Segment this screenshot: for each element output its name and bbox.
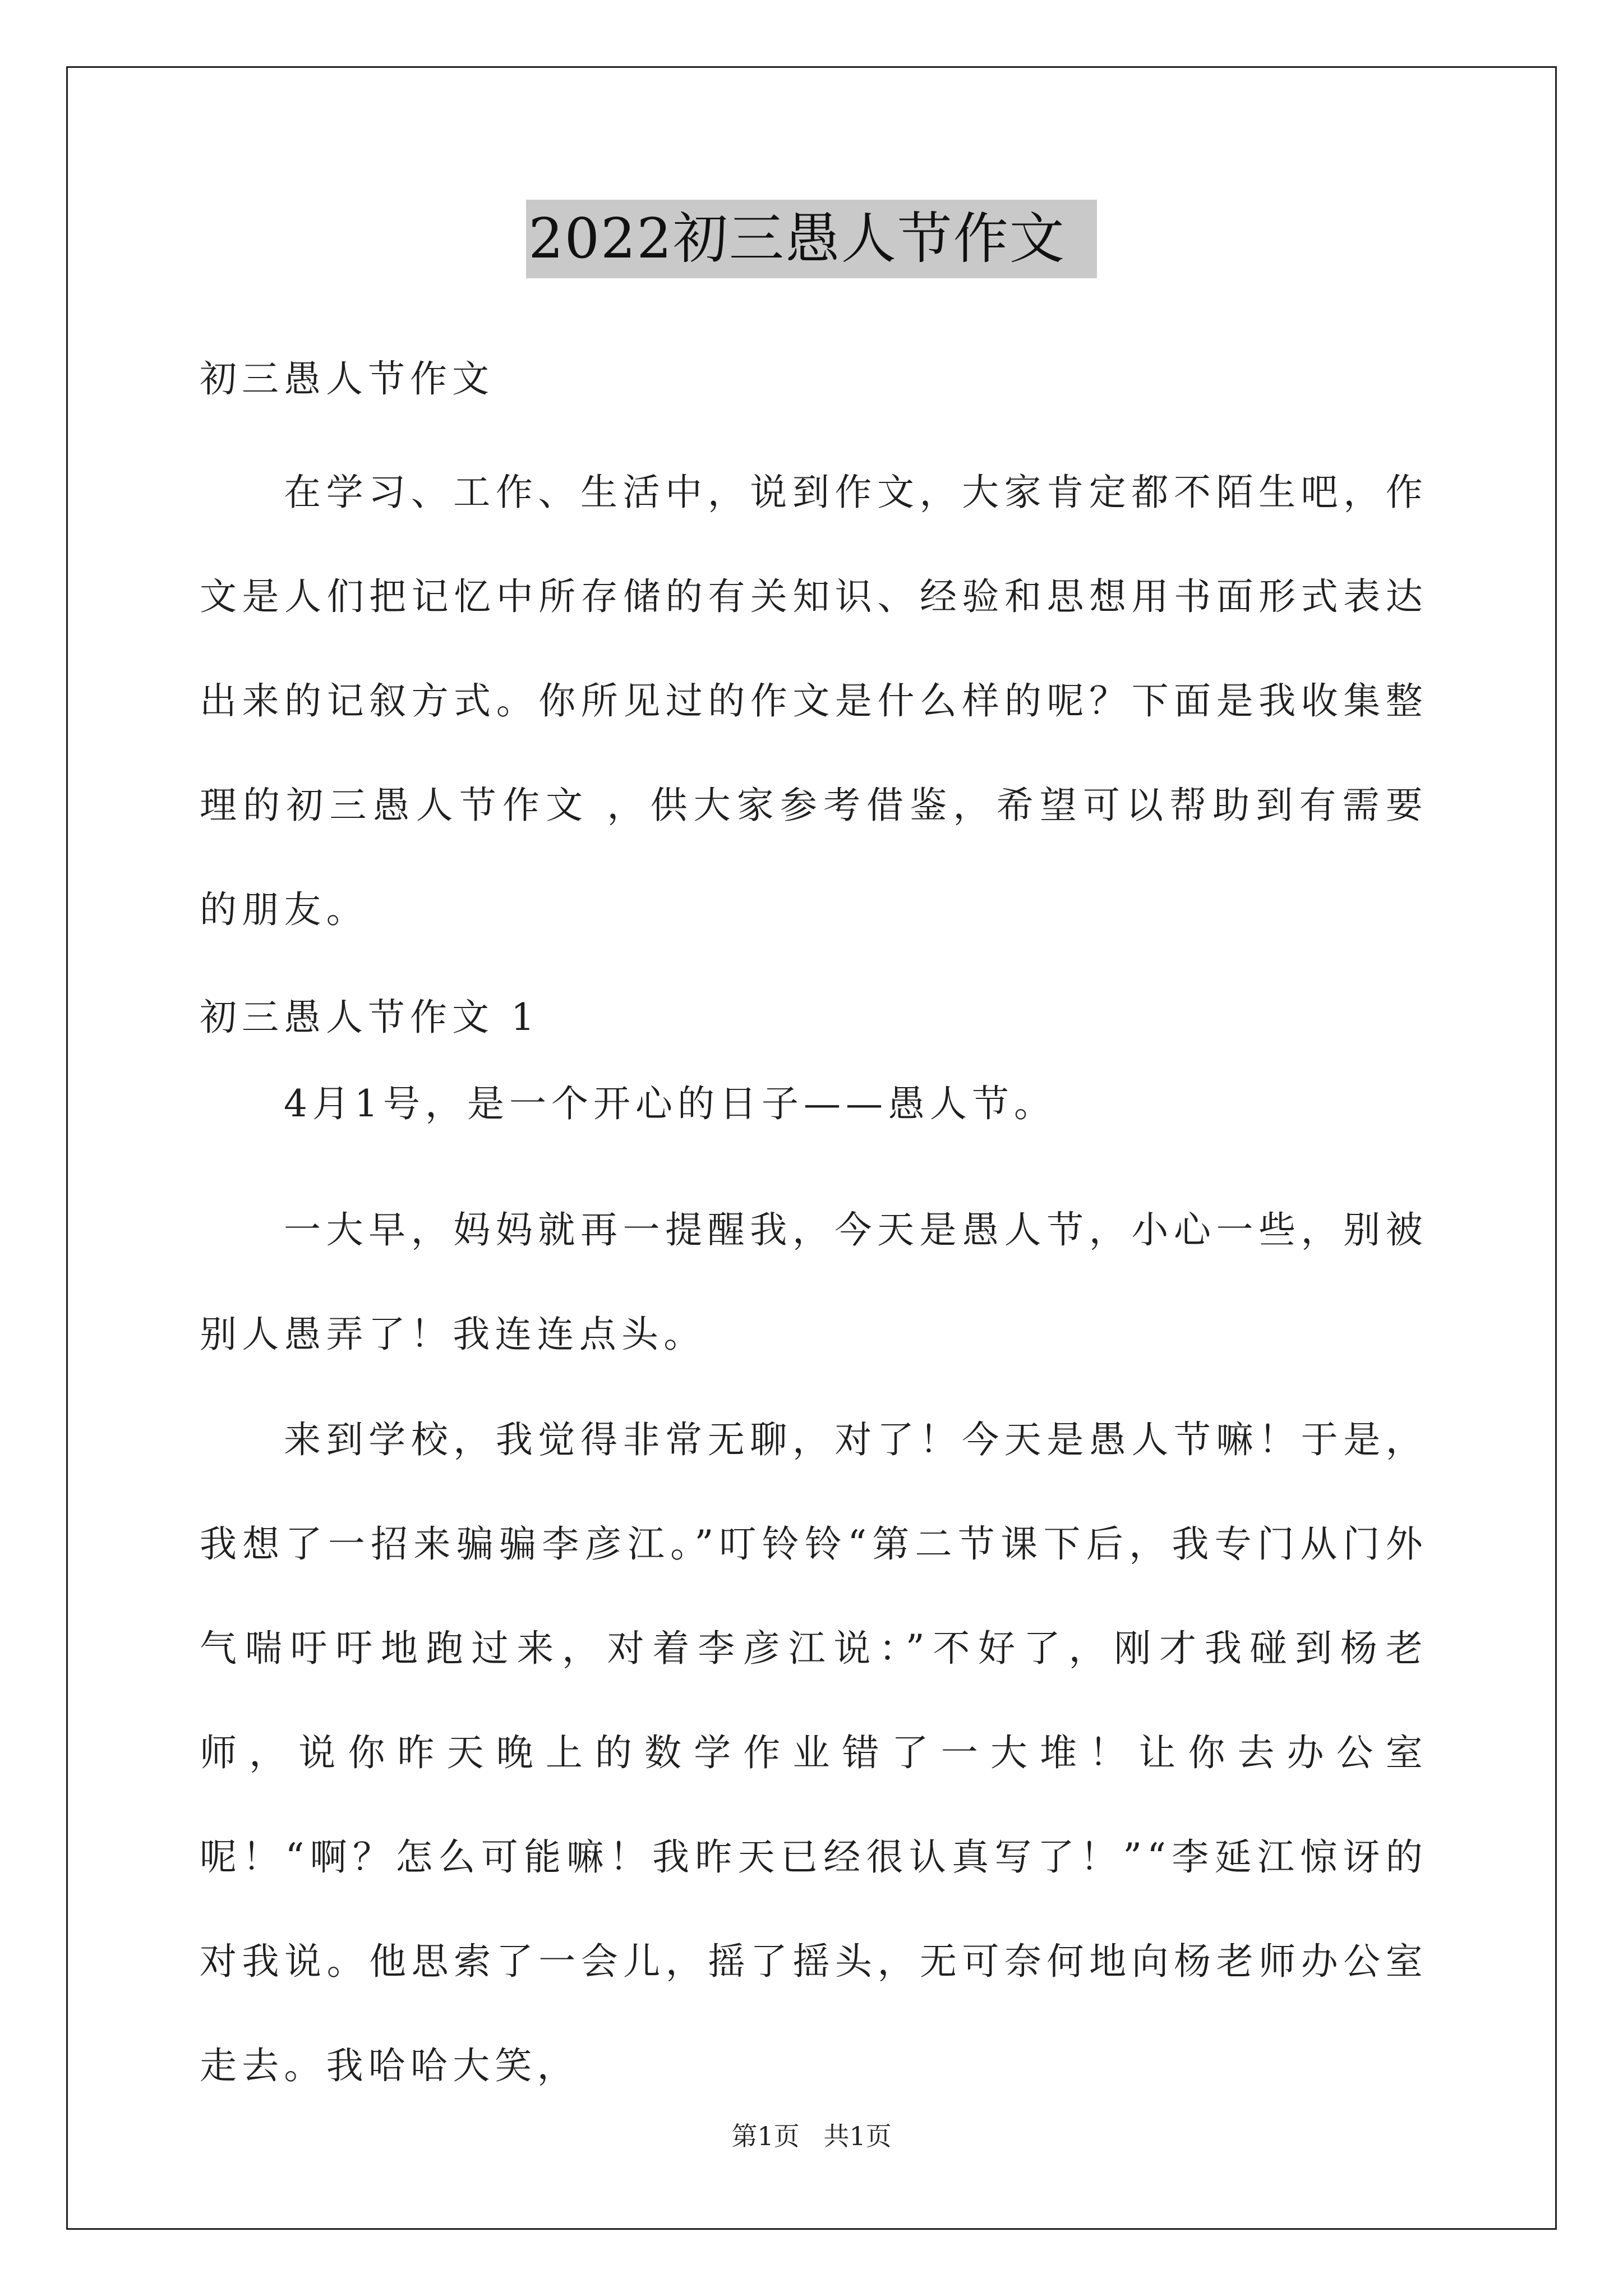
section-heading: 初三愚人节作文 1 bbox=[200, 996, 540, 1039]
intro-paragraph: 在学习、工作、生活中，说到作文，大家肯定都不陌生吧，作文是人们把记忆中所存储的有关知识、经验和思想用书面形式表达出来的记叙方式。你所见过的作文是什么样的呢？下面是我收集整理的初三愚人节作文 ，供大家参考借鉴，希望可以帮助到有需要的朋友。 bbox=[200, 471, 1428, 931]
paragraph-morning: 一大早，妈妈就再一提醒我，今天是愚人节，小心一些，别被别人愚弄了！我连连点头。 bbox=[200, 1208, 1428, 1356]
page-footer bbox=[0, 2119, 1623, 2153]
page-total: 共1页 bbox=[823, 2121, 892, 2151]
document-title: 2022初三愚人节作文 bbox=[526, 200, 1096, 278]
paragraph-date: 4月1号，是一个开心的日子——愚人节。 bbox=[284, 1082, 1056, 1125]
title-wrap bbox=[0, 200, 1623, 278]
paragraph-school: 来到学校，我觉得非常无聊，对了！今天是愚人节嘛！于是，我想了一招来骗骗李彦江。”叮铃铃“第二节课下后，我专门从门外气喘吁吁地跑过来，对着李彦江说：”不好了，刚才我碰到杨老师，说你昨天晚上的数学作业错了一大堆！让你去办公室呢！“啊？怎么可能嘛！我昨天已经很认真写了！”“李延江惊讶的对我说。他思索了一会儿，摇了摇头，无可奈何地向杨老师办公室走去。我哈哈大笑， bbox=[200, 1418, 1428, 2087]
page-number: 第1页 bbox=[731, 2121, 800, 2151]
document-subtitle: 初三愚人节作文 bbox=[200, 357, 494, 401]
